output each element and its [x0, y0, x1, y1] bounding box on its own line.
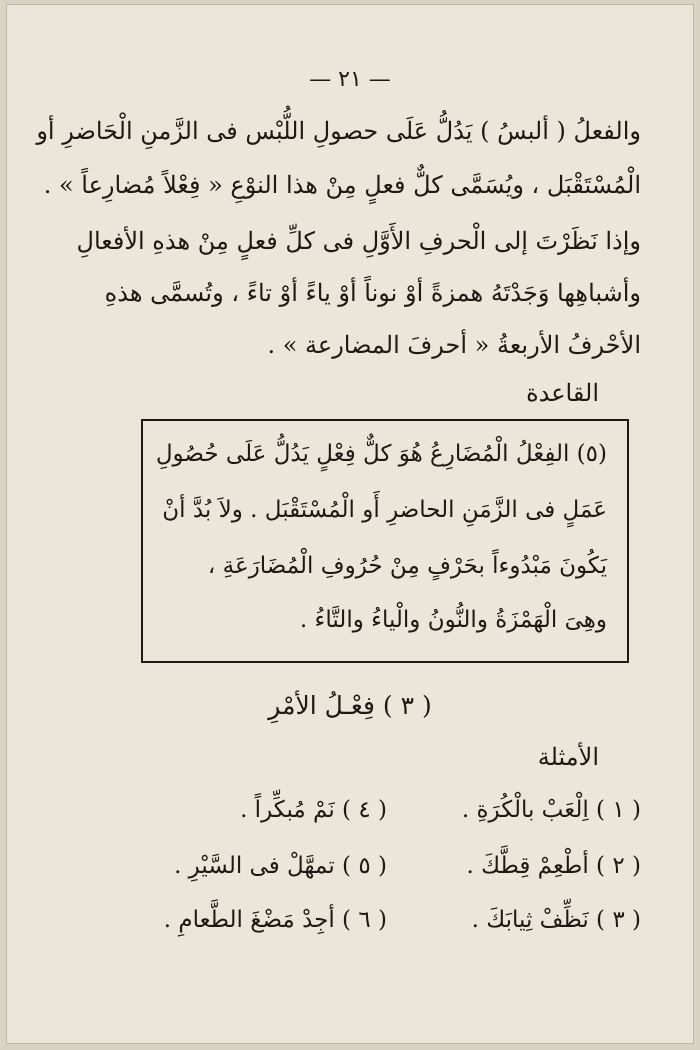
rule-line: يَكُونَ مَبْدُوءاً بحَرْفٍ مِنْ حُرُوفِ الْمُضَارَعَةِ ، — [207, 553, 607, 579]
example-item: ( ١ ) اِلْعَبْ بالْكُرَةِ . — [461, 797, 641, 823]
example-item: ( ٣ ) نَظِّفْ ثِيابَكَ . — [471, 907, 641, 933]
example-item: ( ٤ ) نَمْ مُبكِّراً . — [240, 797, 387, 823]
paragraph-line: والفعلُ ( ألبسُ ) يَدُلُّ عَلَى حصولِ اللُّبْس فى الزَّمنِ الْحَاضرِ أو — [36, 117, 641, 145]
book-page — [6, 4, 694, 1044]
paragraph-line: الْمُسْتَقْبَل ، ويُسَمَّى كلٌّ فعلٍ مِنْ هذا النوْعِ « فِعْلاً مُضارِعاً » . — [43, 171, 641, 199]
example-item: ( ٥ ) تمهَّلْ فى السَّيْرِ . — [174, 853, 387, 879]
paragraph-line: وأشباهِها وَجَدْتَهُ همزةً أوْ نوناً أوْ ياءً أوْ تاءً ، وتُسمَّى هذهِ — [104, 279, 641, 307]
rule-heading: القاعدة — [526, 379, 599, 407]
paragraph-line: وإذا نَظَرْتَ إلى الْحرفِ الأَوَّلِ فى كلِّ فعلٍ مِنْ هذهِ الأفعالِ — [76, 227, 641, 255]
page-number: — ٢١ — — [309, 67, 391, 92]
rule-line: عَمَلٍ فى الزَّمَنِ الحاضرِ أَو الْمُسْتَقْبَل . ولاَ بُدَّ أنْ — [162, 497, 607, 523]
example-item: ( ٢ ) أطْعِمْ قِطَّكَ . — [466, 853, 641, 879]
rule-box — [141, 419, 629, 663]
rule-line: وهِىَ الْهَمْزَةُ والنُّونُ والْياءُ والتَّاءُ . — [299, 607, 607, 633]
rule-line: (٥) الفِعْلُ الْمُضَارِعُ هُوَ كلٌّ فِعْلٍ يَدُلُّ عَلَى حُصُولِ — [155, 441, 607, 467]
paragraph-line: الأحْرفُ الأربعةُ « أحرفَ المضارعة » . — [267, 331, 641, 359]
section-title-imperative: ( ٣ ) فِعْـلُ الأمْرِ — [268, 691, 432, 720]
example-item: ( ٦ ) أجِدْ مَضْغَ الطَّعامِ . — [163, 907, 387, 933]
examples-heading: الأمثلة — [537, 743, 599, 771]
